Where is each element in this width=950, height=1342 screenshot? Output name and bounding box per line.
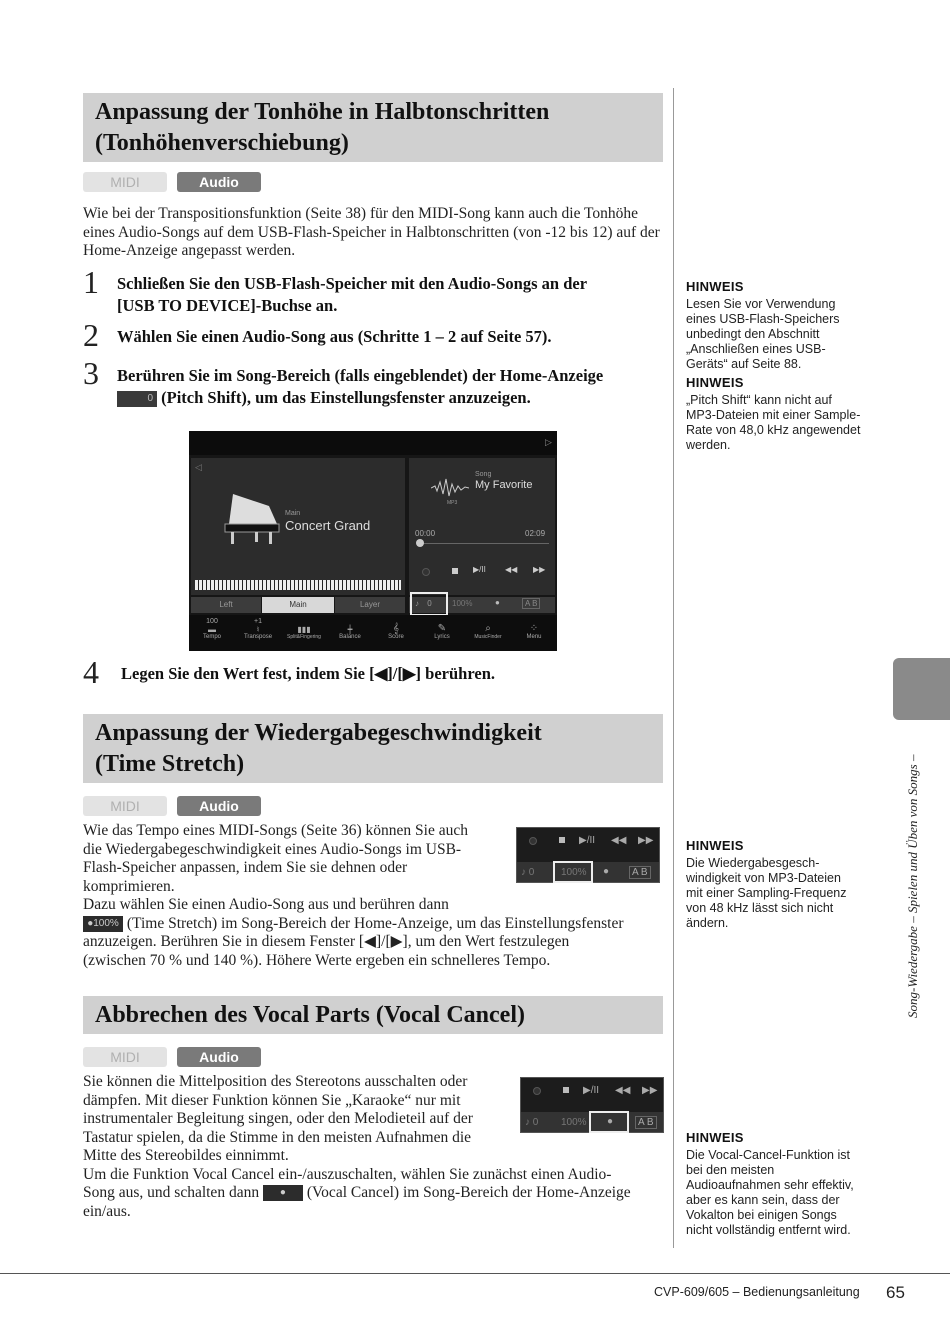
audio-badge: Audio: [177, 1047, 261, 1067]
pitch-value: 0: [427, 599, 432, 608]
tab-balance[interactable]: [327, 615, 373, 651]
vocal-cancel-icon: ●: [603, 866, 610, 877]
fast-forward-icon: ▶▶: [642, 1085, 658, 1096]
note-heading: HINWEIS: [686, 279, 744, 294]
menu-arrow-icon: ▷: [545, 437, 552, 447]
top-bar: [189, 431, 557, 455]
note-text: „Pitch Shift“ kann nicht auf MP3-Dateien mit einer Sample-Rate von 48,0 kHz angewendet werden.: [686, 393, 861, 452]
tab-transpose[interactable]: [235, 615, 281, 651]
step-text: Wählen Sie einen Audio-Song aus (Schritte 1 – 2 auf Seite 57).: [117, 327, 552, 346]
midi-badge: MIDI: [83, 796, 167, 816]
text-line: anzuzeigen. Berühren Sie in diesem Fenster [◀]/[▶], um den Wert festzulegen: [83, 933, 570, 950]
pitch-shift-icon: ♪: [415, 599, 419, 608]
section-title-line: Anpassung der Wiedergabegeschwindigkeit: [95, 720, 542, 746]
waveform-icon: [431, 476, 469, 500]
progress-bar: [417, 543, 549, 544]
text-line: Tastatur spielen, da die Stimme in den meisten Aufnahmen die: [83, 1128, 472, 1146]
step-line: Schließen Sie den USB-Flash-Speicher mit den Audio-Songs an der: [117, 274, 588, 293]
step-number: 2: [83, 317, 99, 353]
record-icon[interactable]: [422, 568, 430, 576]
pitch-shift-icon: ♪ 0: [521, 867, 535, 878]
tab-label: Tempo: [202, 634, 221, 640]
step-number: 1: [83, 264, 99, 300]
tab-label: Lyrics: [434, 634, 450, 640]
step-line: Berühren Sie im Song-Bereich (falls eingeblendet) der Home-Anzeige: [117, 366, 604, 385]
score-icon: 𝄞: [393, 623, 399, 634]
vocal-cancel-button[interactable]: ●: [495, 598, 500, 607]
time-stretch-icon: ●100%: [83, 916, 123, 932]
text-line-start: Song aus, und schalten dann: [83, 1184, 260, 1201]
main-voice-name: Concert Grand: [285, 518, 371, 533]
midi-badge: MIDI: [83, 172, 167, 192]
tab-label: Menu: [526, 634, 542, 640]
song-panel: [409, 458, 555, 595]
bottom-tab-bar: [189, 615, 557, 651]
text-line: ein/aus.: [83, 1202, 131, 1220]
text-line-rest: (Vocal Cancel) im Song-Bereich der Home-Anzeige: [306, 1184, 631, 1201]
ab-repeat-icon: A B: [635, 1116, 657, 1129]
step-line: [117, 387, 662, 409]
tab-value: 100: [206, 618, 218, 625]
text-line: Mitte des Stereobildes einnimmt.: [83, 1147, 289, 1164]
text-line: Dazu wählen Sie einen Audio-Song aus und berühren dann: [83, 896, 449, 913]
grand-piano-icon: [219, 488, 281, 546]
ab-repeat-icon: A B: [629, 866, 651, 879]
tab-lyrics[interactable]: [419, 615, 465, 651]
rewind-icon: ◀◀: [611, 835, 627, 846]
text-line-rest: (Time Stretch) im Song-Bereich der Home-Anzeige, um das Einstellungsfenster: [126, 914, 624, 932]
time-stretch-value: 100%: [93, 917, 119, 929]
keyboard-strip: [195, 580, 401, 590]
note-heading: HINWEIS: [686, 375, 744, 390]
song-label: Song: [475, 471, 492, 478]
song-controls-image-time-stretch: [516, 827, 660, 883]
play-pause-icon: ▶/II: [579, 835, 596, 846]
song-controls-image-vocal-cancel: [520, 1077, 664, 1133]
text-line: dämpfen. Mit dieser Funktion können Sie „Karaoke“ nur mit: [83, 1091, 461, 1109]
time-stretch-value: 100%: [561, 867, 587, 878]
song-name: My Favorite: [475, 479, 533, 491]
text-line: [83, 1184, 663, 1203]
time-stretch-highlight: [553, 861, 593, 883]
text-line: komprimieren.: [83, 877, 175, 895]
fast-forward-icon: ▶▶: [638, 835, 654, 846]
text-line: Flash-Speicher anpassen, indem Sie sie dehnen oder: [83, 859, 408, 876]
text-line: instrumentaler Begleitung singen, oder den Melodieteil auf der: [83, 1110, 473, 1127]
tab-label: Score: [388, 634, 404, 640]
menu-grid-icon: ⁘: [529, 623, 539, 634]
vocal-cancel-icon: ●: [263, 1185, 303, 1201]
note-text: Die Vocal-Cancel-Funktion ist bei den meisten Audioaufnahmen sehr effektiv, aber es kann sein, dass der Vokalton bei einigen Songs nicht vollständig entfernt wird.: [686, 1148, 854, 1237]
tab-label: Transpose: [243, 634, 273, 640]
keyboard-icon: ▮▮▮: [297, 625, 311, 634]
vocal-cancel-icon: ●: [607, 1116, 614, 1127]
pitch-shift-icon: [117, 391, 157, 407]
play-pause-icon[interactable]: ▶/II: [473, 565, 486, 574]
step-text: [117, 273, 662, 317]
part-tab-main[interactable]: Main: [262, 597, 334, 613]
main-label: Main: [285, 510, 301, 517]
text-line: Wie das Tempo eines MIDI-Songs (Seite 36) können Sie auch: [83, 822, 468, 839]
tab-musicfinder[interactable]: [465, 615, 511, 651]
tab-label: Split&Fingering: [287, 634, 321, 640]
part-tab-left[interactable]: Left: [191, 597, 261, 613]
record-icon: [533, 1087, 541, 1095]
tab-score[interactable]: [373, 615, 419, 651]
note-heading: HINWEIS: [686, 1130, 744, 1145]
text-line: die Wiedergabegeschwindigkeit eines Audio-Songs im USB-: [83, 840, 462, 858]
stop-icon: [559, 837, 565, 843]
back-arrow-icon: ◁: [195, 462, 202, 472]
lyrics-icon: ✎: [437, 623, 447, 634]
ab-repeat-button[interactable]: A B: [522, 598, 540, 609]
footer-manual-name: CVP-609/605 – Bedienungsanleitung: [654, 1285, 860, 1299]
text-line: Um die Funktion Vocal Cancel ein-/auszuschalten, wählen Sie zunächst einen Audio-: [83, 1165, 612, 1183]
pitch-shift-highlight: [410, 592, 448, 616]
progress-knob[interactable]: [416, 539, 424, 547]
step-text: [117, 365, 662, 409]
step-line-rest: (Pitch Shift), um das Einstellungsfenster anzuzeigen.: [161, 388, 531, 407]
play-pause-icon: ▶/II: [583, 1085, 600, 1096]
tab-menu[interactable]: [511, 615, 557, 651]
time-end: 02:09: [525, 529, 546, 538]
text-line: (zwischen 70 % und 140 %). Höhere Werte ergeben ein schnelleres Tempo.: [83, 951, 551, 969]
tab-label: MusicFinder: [474, 634, 502, 640]
note-heading: HINWEIS: [686, 838, 744, 853]
transpose-icon: ♮: [256, 625, 260, 634]
midi-badge: MIDI: [83, 1047, 167, 1067]
section-title-line: (Time Stretch): [95, 751, 245, 777]
audio-badge: Audio: [177, 796, 261, 816]
format-label: MP3: [447, 500, 458, 506]
pitch-shift-icon: ♪ 0: [525, 1117, 539, 1128]
search-icon: ⌕: [485, 623, 491, 634]
column-divider: [673, 88, 674, 1248]
section-title-line: (Tonhöhenverschiebung): [95, 130, 349, 156]
section-title-pitch-shift: [83, 93, 663, 162]
side-chapter-label: Song-Wiedergabe – Spielen und Üben von Songs –: [905, 754, 920, 1018]
text-line: Sie können die Mittelposition des Stereotons ausschalten oder: [83, 1073, 468, 1090]
pitch-icon-value: 0: [147, 393, 153, 405]
balance-icon: ┿: [347, 625, 353, 634]
step-text: Legen Sie den Wert fest, indem Sie [◀]/[▶] berühren.: [121, 664, 495, 683]
tab-label: Balance: [339, 634, 361, 640]
time-start: 00:00: [415, 529, 436, 538]
section-title-vocal-cancel: Abbrechen des Vocal Parts (Vocal Cancel): [83, 996, 663, 1034]
note-text: Lesen Sie vor Verwendung eines USB-Flash-Speichers unbedingt den Abschnitt „Anschließen eines USB-Geräts“ auf Seite 88.: [686, 297, 840, 371]
intro-paragraph: Wie bei der Transpositionsfunktion (Seite 38) für den MIDI-Song kann auch die Tonhöhe eines Audio-Songs auf dem USB-Flash-Speicher in Halbtonschritten (von -12 bis 12) auf der Home-Anzeige angepasst werden.: [83, 205, 660, 259]
section-title-line: Anpassung der Tonhöhe in Halbtonschritten: [95, 99, 550, 125]
part-tab-layer[interactable]: Layer: [335, 597, 405, 613]
rewind-icon[interactable]: ◀◀: [505, 565, 518, 574]
section-title-time-stretch: [83, 714, 663, 783]
record-icon: [529, 837, 537, 845]
time-stretch-value: 100%: [561, 1117, 587, 1128]
fast-forward-icon[interactable]: ▶▶: [533, 565, 546, 574]
stop-icon: [563, 1087, 569, 1093]
tab-value: +1: [254, 618, 262, 625]
rewind-icon: ◀◀: [615, 1085, 631, 1096]
vocal-cancel-highlight: [589, 1111, 629, 1133]
main-panel: [191, 458, 405, 595]
home-screen-image: [189, 431, 557, 651]
step-number: 3: [83, 355, 99, 391]
tab-split-fingering[interactable]: [281, 615, 327, 651]
metronome-icon: ▬: [208, 625, 216, 634]
time-stretch-button[interactable]: 100%: [452, 599, 473, 608]
audio-badge: Audio: [177, 172, 261, 192]
footer-rule: [0, 1273, 950, 1274]
text-line: [83, 915, 663, 934]
note-text: Die Wiedergabesgesch-windigkeit von MP3-Dateien mit einer Sampling-Frequenz von 48 kHz lässt sich nicht ändern.: [686, 856, 847, 930]
step-number: 4: [83, 654, 99, 690]
chapter-tab: [893, 658, 950, 720]
page-number: 65: [886, 1283, 905, 1302]
tab-tempo[interactable]: [189, 615, 235, 651]
step-line: [USB TO DEVICE]-Buchse an.: [117, 296, 338, 315]
stop-icon[interactable]: [452, 568, 458, 574]
